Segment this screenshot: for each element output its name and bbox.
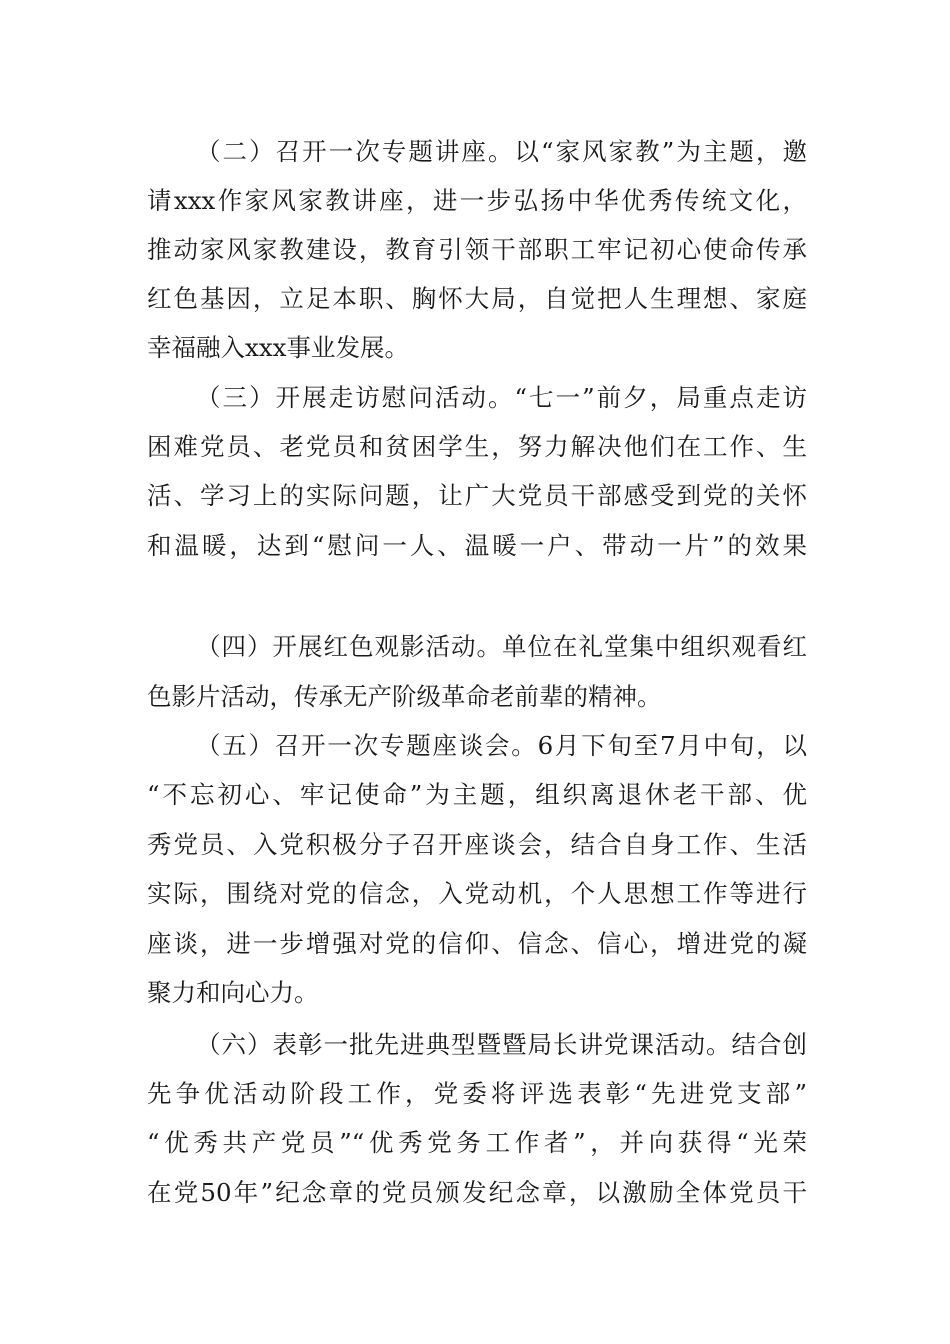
paragraph-line: 座谈，进一步增强对党的信仰、信念、信心，增进党的凝 (147, 929, 807, 958)
paragraph-line: “优秀共产党员”“优秀党务工作者”，并向获得“光荣 (147, 1128, 807, 1157)
paragraph-line: 红色基因，立足本职、胸怀大局，自觉把人生理想、家庭 (147, 284, 807, 313)
paragraph-line: 幸福融入xxx事业发展。 (147, 333, 409, 362)
paragraph-line: 秀党员、入党积极分子召开座谈会，结合自身工作、生活 (147, 830, 807, 859)
paragraph-line: 实际，围绕对党的信念，入党动机，个人思想工作等进行 (147, 879, 807, 908)
paragraph-line: 聚力和向心力。 (147, 978, 319, 1007)
paragraph-line: 先争优活动阶段工作，党委将评选表彰“先进党支部” (147, 1079, 807, 1108)
paragraph-line: （六）表彰一批先进典型暨暨局长讲党课活动。结合创 (196, 1030, 807, 1059)
paragraph-line: （四）开展红色观影活动。单位在礼堂集中组织观看红 (196, 632, 807, 661)
paragraph-line: 请xxx作家风家教讲座，进一步弘扬中华优秀传统文化， (147, 186, 807, 215)
paragraph-line: 和温暖，达到“慰问一人、温暖一户、带动一片”的效果 (147, 531, 807, 560)
paragraph-line: “不忘初心、牢记使命”为主题，组织离退休老干部、优 (147, 780, 807, 809)
paragraph-line: 活、学习上的实际问题，让广大党员干部感受到党的关怀 (147, 481, 807, 510)
paragraph-line: 在党50年”纪念章的党员颁发纪念章，以激励全体党员干 (147, 1178, 807, 1207)
paragraph-line: 困难党员、老党员和贫困学生，努力解决他们在工作、生 (147, 432, 807, 461)
paragraph-line: （五）召开一次专题座谈会。6月下旬至7月中旬，以 (196, 731, 807, 760)
paragraph-line: （二）召开一次专题讲座。以“家风家教”为主题，邀 (196, 137, 807, 166)
paragraph-line: 推动家风家教建设，教育引领干部职工牢记初心使命传承 (147, 235, 807, 264)
paragraph-line: 色影片活动，传承无产阶级革命老前辈的精神。 (147, 682, 662, 711)
paragraph-line: （三）开展走访慰问活动。“七一”前夕，局重点走访 (196, 383, 807, 412)
